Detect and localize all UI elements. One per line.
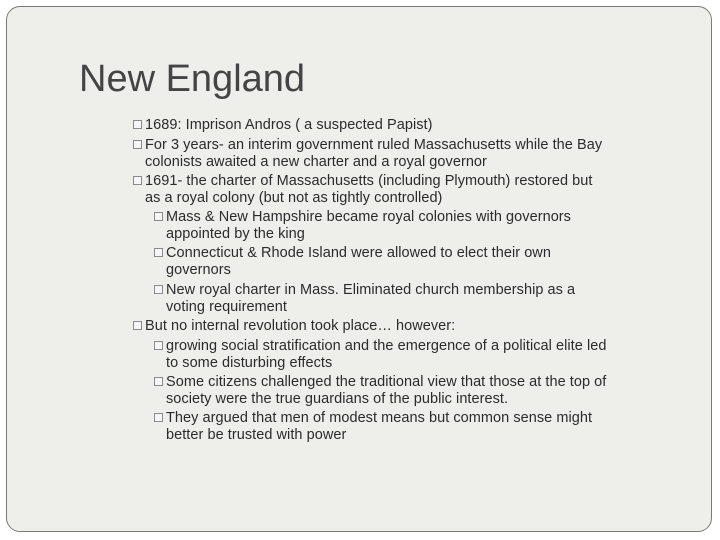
bullet-text: appointed by the king bbox=[166, 225, 305, 242]
square-bullet-icon bbox=[133, 321, 142, 330]
slide-title: New England bbox=[79, 58, 306, 100]
square-bullet-icon bbox=[154, 212, 163, 221]
square-bullet-icon bbox=[154, 377, 163, 386]
bullet-text: society were the true guardians of the public interest. bbox=[166, 390, 509, 407]
bullet-text: New royal charter in Mass. Eliminated church membership as a bbox=[166, 282, 576, 298]
bullet-text: Some citizens challenged the traditional view that those at the top of bbox=[166, 374, 607, 390]
square-bullet-icon bbox=[154, 285, 163, 294]
bullet-text: Mass & New Hampshire became royal colonies with governors bbox=[166, 209, 571, 225]
bullet-text: But no internal revolution took place… however: bbox=[145, 318, 456, 334]
bullet-item bbox=[145, 117, 685, 134]
square-bullet-icon bbox=[154, 341, 163, 350]
bullet-text: They argued that men of modest means but common sense might bbox=[166, 410, 593, 426]
square-bullet-icon bbox=[154, 413, 163, 422]
sub-bullet-item bbox=[166, 338, 686, 371]
bullet-text: as a royal colony (but not as tightly controlled) bbox=[145, 189, 443, 206]
bullet-text: better be trusted with power bbox=[166, 426, 347, 443]
bullet-item bbox=[145, 173, 685, 206]
bullet-text: governors bbox=[166, 261, 231, 278]
sub-bullet-item bbox=[166, 374, 686, 407]
bullet-item bbox=[145, 137, 685, 170]
bullet-item bbox=[145, 318, 685, 335]
square-bullet-icon bbox=[133, 120, 142, 129]
square-bullet-icon bbox=[133, 176, 142, 185]
bullet-text: For 3 years- an interim government ruled Massachusetts while the Bay bbox=[145, 137, 603, 153]
bullet-text: 1689: Imprison Andros ( a suspected Papist) bbox=[145, 117, 433, 133]
sub-bullet-item bbox=[166, 282, 686, 315]
bullet-text: 1691- the charter of Massachusetts (including Plymouth) restored but bbox=[145, 173, 593, 189]
sub-bullet-item bbox=[166, 410, 686, 443]
bullet-text: colonists awaited a new charter and a royal governor bbox=[145, 153, 487, 170]
bullet-text: growing social stratification and the emergence of a political elite led bbox=[166, 338, 607, 354]
bullet-text: to some disturbing effects bbox=[166, 354, 333, 371]
square-bullet-icon bbox=[133, 140, 142, 149]
bullet-text: voting requirement bbox=[166, 298, 287, 315]
bullet-text: Connecticut & Rhode Island were allowed to elect their own bbox=[166, 245, 551, 261]
sub-bullet-item bbox=[166, 209, 686, 242]
sub-bullet-item bbox=[166, 245, 686, 278]
square-bullet-icon bbox=[154, 248, 163, 257]
